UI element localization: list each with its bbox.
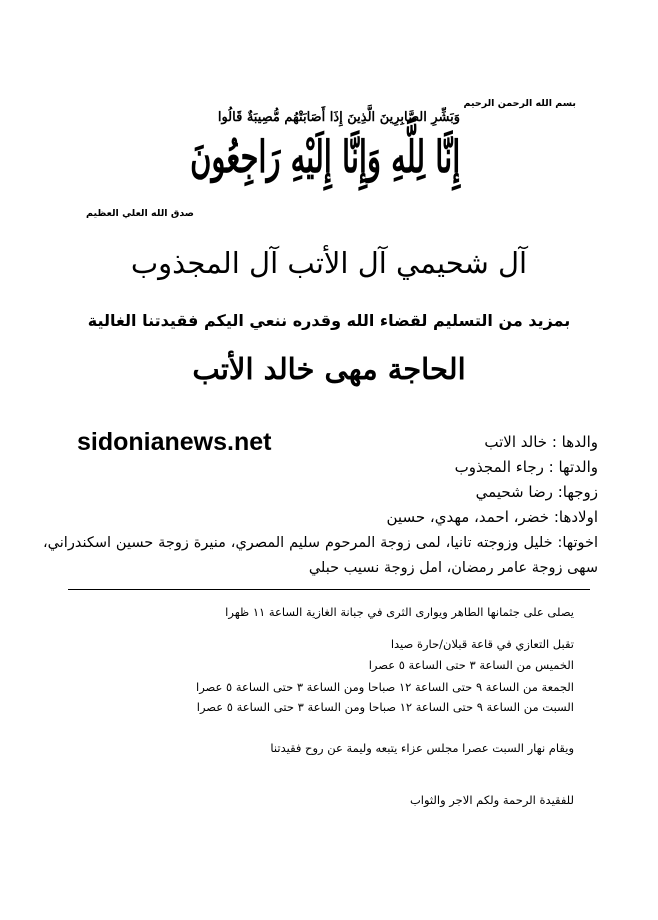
relative-children: اولادها: خضر، احمد، مهدي، حسين — [386, 508, 598, 526]
memorial-gathering-notice: ويقام نهار السبت عصرا مجلس عزاء يتبعه وليمة عن روح فقيدتنا — [270, 741, 574, 755]
relative-siblings: اخوتها: خليل وزوجته تانيا، لمى زوجة المرحوم سليم المصري، منيرة زوجة حسين اسكندراني، سهى زوجة عامر رمضان، امل زوجة نسيب حبلي — [43, 535, 598, 576]
announcement-intro: بمزيد من التسليم لقضاء الله وقدره ننعي اليكم فقيدتنا الغالية — [87, 311, 571, 330]
relative-father: والدها : خالد الاتب — [484, 433, 598, 451]
burial-notice: يصلى على جثمانها الطاهر ويوارى الثرى في جبانة الغازية الساعة ١١ ظهرا — [225, 605, 574, 619]
verse-opening-line: وَبَشِّرِ الصَّابِرِينَ الَّذِينَ إِذَا أَصَابَتْهُم مُّصِيبَةٌ قَالُوا — [217, 110, 460, 125]
closing-prayer: للفقيدة الرحمة ولكم الاجر والثواب — [409, 793, 574, 807]
relative-mother: والدتها : رجاء المجذوب — [454, 458, 598, 476]
website-watermark: sidonianews.net — [77, 428, 272, 456]
bismillah-text: بسم الله الرحمن الرحيم — [463, 98, 576, 109]
condolence-time-saturday: السبت من الساعة ٩ حتى الساعة ١٢ صباحا ومن الساعة ٣ حتى الساعة ٥ عصرا — [196, 700, 574, 714]
condolence-time-thursday: الخميس من الساعة ٣ حتى الساعة ٥ عصرا — [368, 658, 574, 672]
family-names-heading: آل شحيمي آل الأتب آل المجذوب — [130, 246, 528, 280]
sadaqa-text: صدق الله العلي العظيم — [86, 208, 194, 219]
condolence-time-friday: الجمعة من الساعة ٩ حتى الساعة ١٢ صباحا ومن الساعة ٣ حتى الساعة ٥ عصرا — [196, 680, 574, 694]
verse-main-line: إِنَّا لِلَّهِ وَإِنَّا إِلَيْهِ رَاجِعُونَ — [189, 132, 460, 183]
section-divider — [68, 589, 590, 590]
relative-husband: زوجها: رضا شحيمي — [475, 483, 598, 501]
condolence-venue: تقبل التعازي في قاعة قبلان/حارة صيدا — [390, 637, 574, 651]
deceased-name: الحاجة مهى خالد الأتب — [192, 352, 466, 386]
quran-verse-calligraphy — [190, 110, 460, 208]
